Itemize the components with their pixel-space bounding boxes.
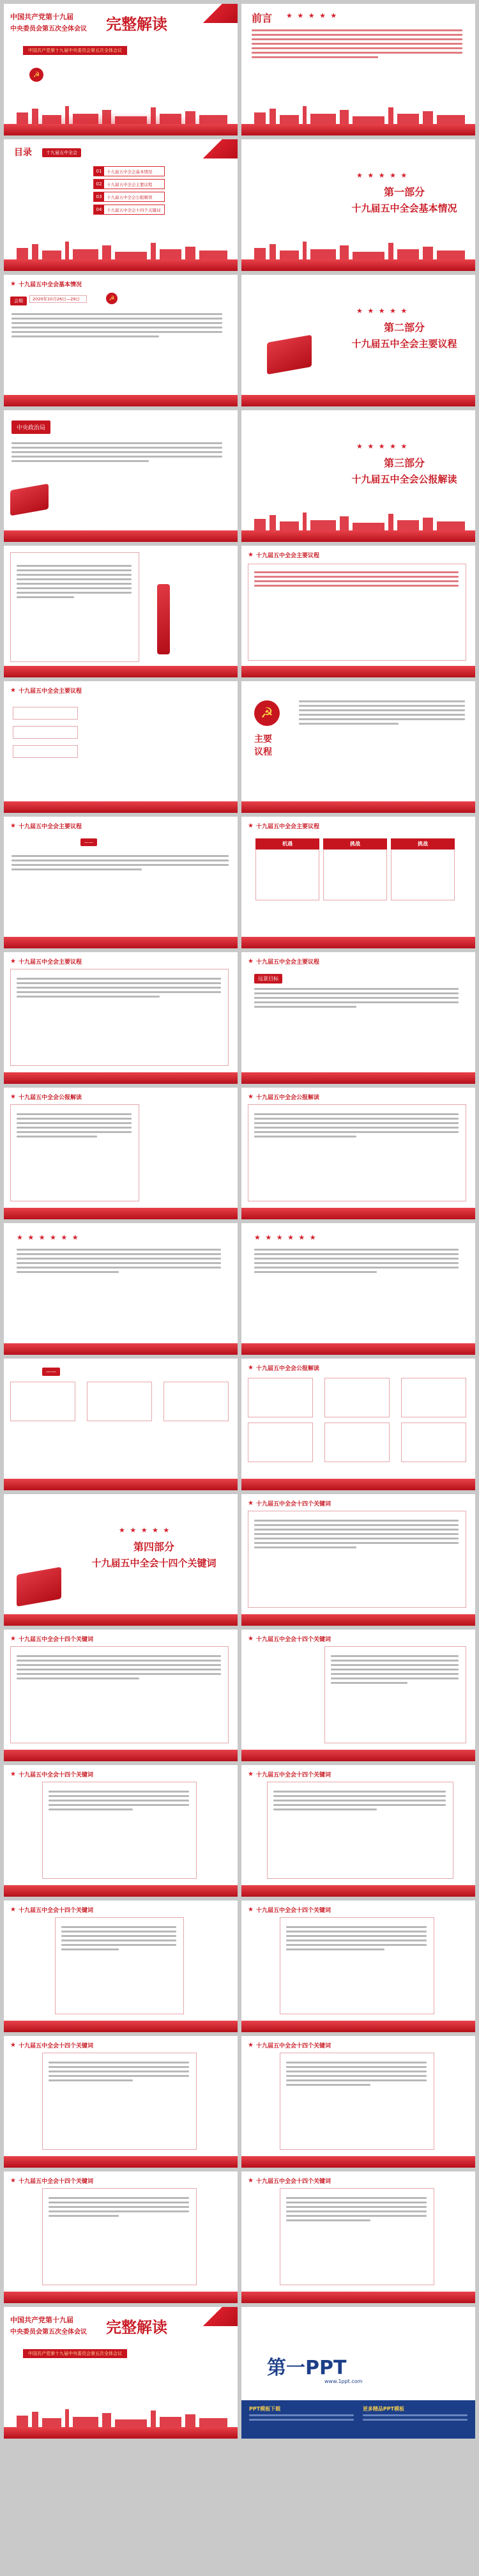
toc-title: 目录 [14,148,32,158]
slide-kw-11[interactable] [241,2171,475,2303]
cover-subtitle: 中国共产党第十九届中央委员会第五次全体会议 [23,46,127,55]
skyline-decoration [241,242,475,261]
highlight-bar: —— [80,838,97,846]
star-icon: ★ [248,1635,254,1642]
footer-bar [241,1343,475,1355]
star-icon: ★ [10,822,16,829]
slide-kw-2[interactable] [4,1630,238,1761]
body-text [61,1926,176,1953]
card [324,1423,390,1462]
party-emblem-icon: ☭ [106,293,118,304]
meeting-time: 2020年10月26日—29日 [29,295,87,303]
section-header: ★ 十九届五中全会主要议程 [10,958,82,966]
brand-footer [241,2400,475,2439]
slide-list[interactable] [4,681,238,813]
stars-decoration: ★ ★ ★ ★ ★ ★ [17,1233,80,1242]
label-time: 会期 [10,297,27,305]
footer-bar [4,1343,238,1355]
list-item [13,707,78,720]
slide-kw-1[interactable] [241,1494,475,1626]
skyline-decoration [241,513,475,532]
slide-kw-4[interactable] [4,1765,238,1897]
flag-decoration [267,335,312,374]
footer-left: PPT模板下载 [249,2405,354,2423]
section-header: ★ 十九届五中全会十四个关键词 [10,1635,93,1643]
toc-item-4[interactable]: 04 十九届五中全会十四个关键词 [93,204,165,215]
star-icon: ★ [248,958,254,965]
footer-bar [4,937,238,948]
body-text [17,1249,221,1276]
part-title: 第四部分 十九届五中全会十四个关键词 [91,1541,217,1569]
star-icon: ★ [10,1635,16,1642]
footer-bar [4,2427,238,2439]
list-item [13,745,78,758]
stars-decoration: ★ ★ ★ ★ ★ [356,307,409,315]
star-icon: ★ [10,1093,16,1100]
flag-decoration [10,484,49,516]
footer-bar [241,1614,475,1626]
toc-item-1[interactable]: 01 十九届五中全会基本情况 [93,166,165,176]
star-icon: ★ [10,281,16,288]
card [248,1378,313,1417]
brand-url[interactable]: www.1ppt.com [324,2379,363,2384]
star-icon: ★ [10,2177,16,2184]
footer-bar [4,259,238,271]
footer-bar [241,2292,475,2303]
list-item [13,726,78,739]
slide-preface[interactable] [241,4,475,135]
corner-flag-decoration [199,4,238,23]
slide-content-a[interactable] [4,546,238,677]
section-header: ★ 十九届五中全会十四个关键词 [10,2042,93,2049]
star-icon: ★ [10,1906,16,1913]
body-text [254,988,459,1010]
flag-decoration [17,1567,61,1607]
part-title: 第三部分 十九届五中全会公报解读 [351,457,457,485]
footer-bar [241,2021,475,2032]
section-header: ★ 十九届五中全会主要议程 [10,687,82,695]
footer-bar [241,801,475,813]
body-text [17,978,221,1000]
body-text [273,1791,446,1813]
stars-decoration: ★ ★ ★ ★ ★ [356,442,409,451]
footer-bar [241,1208,475,1219]
corner-flag-decoration [199,139,238,158]
cover-line1: 中国共产党第十九届 [10,13,73,21]
stars-decoration: ★ ★ ★ ★ ★ [286,12,338,20]
star-icon: ★ [248,2177,254,2184]
star-icon: ★ [248,1364,254,1371]
body-text [11,855,229,873]
slide-content-g[interactable] [4,1223,238,1355]
skyline-decoration [4,2409,238,2428]
column-challenge-2: 挑战 [391,838,455,900]
footer-bar [4,2156,238,2168]
card [324,1378,390,1417]
slide-toc[interactable] [4,139,238,271]
footer-right: 更多精品PPT模板 [363,2405,468,2423]
star-icon: ★ [10,687,16,694]
slide-politburo[interactable] [4,410,238,542]
card [401,1423,466,1462]
body-text [286,1926,427,1953]
star-icon: ★ [248,551,254,559]
footer-bar [241,259,475,271]
column-opportunity: 机遇 [255,838,319,900]
monument-decoration [157,584,170,654]
slide-cover[interactable] [4,4,238,135]
section-header: ★ 十九届五中全会十四个关键词 [10,1906,93,1914]
slide-kw-10[interactable] [4,2171,238,2303]
section-header: ★ 十九届五中全会公报解读 [248,1093,319,1101]
footer-bar [241,937,475,948]
section-header: ★ 十九届五中全会十四个关键词 [248,1906,331,1914]
card [163,1382,229,1421]
preface-text [252,29,462,61]
footer-bar [4,1614,238,1626]
body-text [17,1113,132,1140]
slide-main-agenda[interactable] [241,681,475,813]
slide-part-1[interactable] [241,139,475,271]
slide-content-i[interactable] [4,1359,238,1490]
stars-decoration: ★ ★ ★ ★ ★ [356,171,409,180]
slide-goal[interactable] [241,952,475,1084]
cover-title [10,12,167,33]
body-text [254,1249,459,1276]
star-icon: ★ [10,1771,16,1778]
slide-content-j[interactable] [241,1359,475,1490]
part-title [337,184,471,215]
label-politburo: 中央政治局 [11,420,50,434]
slide-content-d[interactable] [4,952,238,1084]
slide-content-h[interactable] [241,1223,475,1355]
star-icon: ★ [248,1093,254,1100]
main-agenda-label: 主要 议程 [254,734,272,757]
footer-bar [4,124,238,135]
body-text [17,565,132,601]
highlight-bar: —— [42,1368,60,1376]
section-header: ★ 十九届五中全会主要议程 [248,822,319,830]
body-text [11,442,222,465]
body-text [17,1655,221,1682]
body-text [254,571,459,589]
toc-item-3[interactable]: 03 十九届五中全会公报解读 [93,192,165,202]
section-header: ★ 十九届五中全会公报解读 [10,1093,82,1101]
star-icon: ★ [248,2042,254,2049]
slide-basic-info[interactable] [4,275,238,406]
footer-bar [4,1072,238,1084]
section-header: ★ 十九届五中全会基本情况 [10,281,82,288]
footer-bar [241,1750,475,1761]
body-text [299,700,465,727]
footer-bar [241,2156,475,2168]
card [87,1382,152,1421]
slide-content-b[interactable] [241,546,475,677]
party-emblem-icon: ☭ [254,700,280,726]
body-text [254,1520,459,1551]
body-text [254,1113,459,1140]
section-header: ★ 十九届五中全会十四个关键词 [248,1635,331,1643]
section-header: ★ 十九届五中全会主要议程 [10,822,82,830]
card [401,1378,466,1417]
cover-line2: 中央委员会第五次全体会议 [10,26,87,33]
section-header: ★ 十九届五中全会主要议程 [248,958,319,966]
part-title: 第二部分 十九届五中全会主要议程 [351,321,457,350]
body-text [331,1655,459,1686]
slide-kw-7[interactable] [241,1901,475,2032]
tri-columns [255,838,455,900]
footer-bar [4,530,238,542]
cover-title: 中国共产党第十九届 中央委员会第五次全体会议 完整解读 [10,2316,167,2336]
cover-hero-title: 完整解读 [106,15,167,33]
body-text [49,2062,189,2084]
footer-bar [241,530,475,542]
part-name: 十九届五中全会基本情况 [351,203,457,214]
part-number: 第一部分 [383,186,425,198]
toc-item-2[interactable]: 02 十九届五中全会主要议程 [93,179,165,189]
footer-bar [4,2292,238,2303]
footer-bar [241,124,475,135]
footer-bar [4,395,238,406]
section-header: ★ 十九届五中全会十四个关键词 [248,1500,331,1508]
slide-kw-6[interactable] [4,1901,238,2032]
skyline-decoration [241,106,475,125]
toc-subtitle: 十九届五中全会 [42,148,81,157]
footer-bar [4,1479,238,1490]
footer-bar [4,1750,238,1761]
footer-bar [241,1885,475,1897]
section-header: ★ 十九届五中全会十四个关键词 [248,2177,331,2185]
section-header: ★ 十九届五中全会主要议程 [248,551,319,559]
cover-subtitle: 中国共产党第十九届中央委员会第五次全体会议 [23,2349,127,2358]
slide-content-e[interactable] [4,1088,238,1219]
slide-part-2[interactable] [241,275,475,406]
body-text [49,2197,189,2219]
corner-flag-decoration [199,2307,238,2326]
star-icon: ★ [10,2042,16,2049]
section-header: ★ 十九届五中全会十四个关键词 [248,2042,331,2049]
section-header: ★ 十九届五中全会十四个关键词 [248,1771,331,1778]
footer-bar [241,1072,475,1084]
card [248,1423,313,1462]
footer-bar [4,1208,238,1219]
slide-part-4[interactable] [4,1494,238,1626]
slide-brand[interactable] [241,2307,475,2439]
brand-logo: 第一PPT [267,2357,347,2379]
footer-bar [241,395,475,406]
slide-kw-3[interactable] [241,1630,475,1761]
section-header: ★ 十九届五中全会公报解读 [248,1364,319,1372]
star-icon: ★ [248,822,254,829]
slide-kw-8[interactable] [4,2036,238,2168]
preface-title: 前言 [252,12,273,24]
footer-bar [241,1479,475,1490]
star-icon: ★ [10,958,16,965]
stars-decoration: ★ ★ ★ ★ ★ [119,1526,171,1534]
star-icon: ★ [248,1500,254,1507]
slide-kw-9[interactable] [241,2036,475,2168]
star-icon: ★ [248,1771,254,1778]
section-header: ★ 十九届五中全会十四个关键词 [10,1771,93,1778]
footer-bar [4,2021,238,2032]
card [10,1382,75,1421]
body-text [286,2197,427,2224]
section-header: ★ 十九届五中全会十四个关键词 [10,2177,93,2185]
body-text [286,2062,427,2088]
footer-bar [4,1885,238,1897]
body-text [11,313,222,340]
column-challenge-1: 挑战 [323,838,387,900]
slide-tri-columns[interactable] [241,817,475,948]
slide-content-c[interactable] [4,817,238,948]
slide-part-3[interactable] [241,410,475,542]
footer-bar [241,666,475,677]
slide-cover-repeat[interactable] [4,2307,238,2439]
goal-label: 远景目标 [254,974,282,983]
slide-content-f[interactable] [241,1088,475,1219]
party-emblem-icon: ☭ [29,68,43,82]
stars-decoration: ★ ★ ★ ★ ★ ★ [254,1233,317,1242]
body-text [49,1791,189,1813]
footer-bar [4,666,238,677]
skyline-decoration [4,242,238,261]
slide-kw-5[interactable] [241,1765,475,1897]
footer-bar [4,801,238,813]
star-icon: ★ [248,1906,254,1913]
